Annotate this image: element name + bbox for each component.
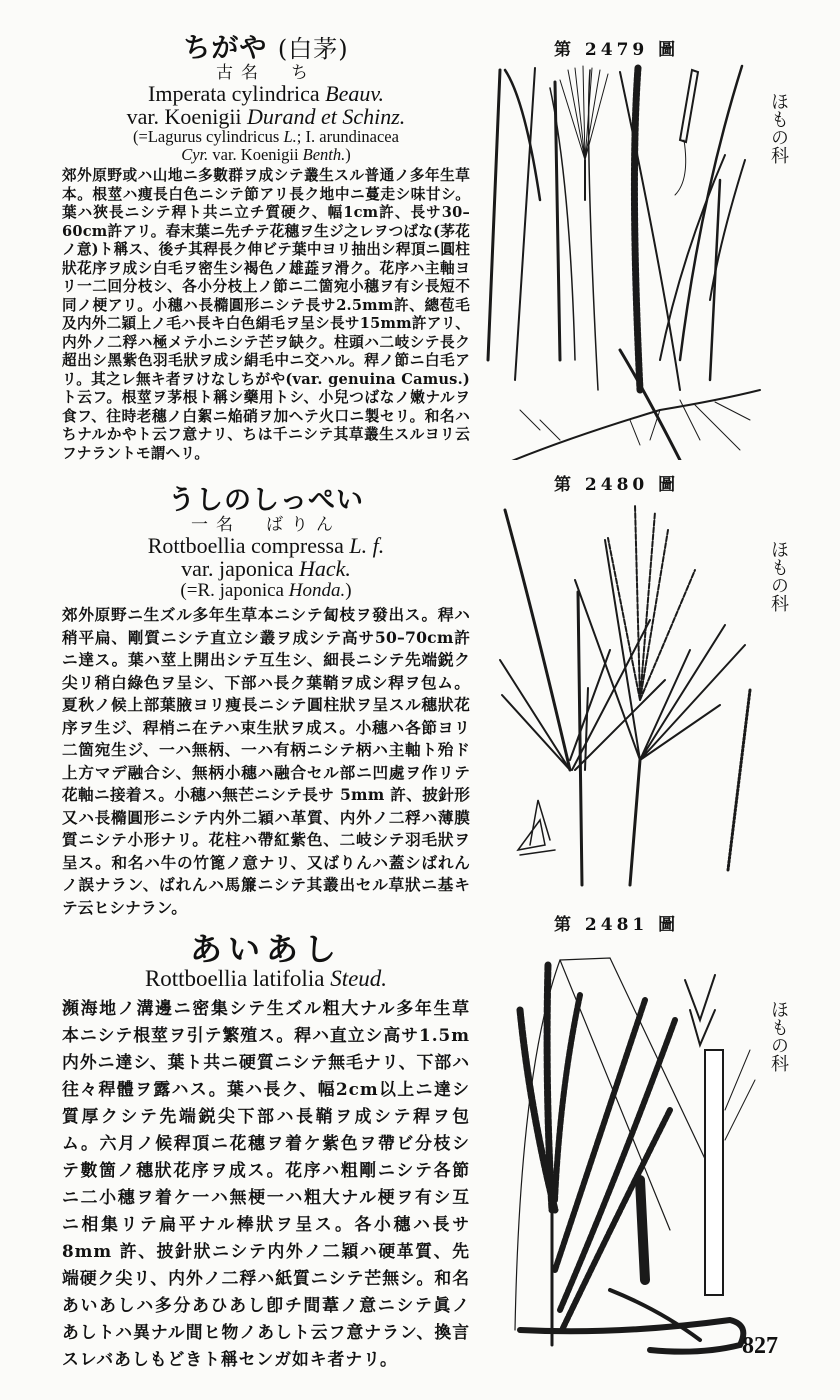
entry-aiashi <box>62 932 470 1373</box>
figure-label-2480: 第 2480 圖 <box>554 475 680 495</box>
author: L. <box>283 127 297 146</box>
synonym-text: (=Lagurus cylindricus <box>133 127 284 146</box>
illustration-imperata-cylindrica <box>480 60 770 460</box>
family-label: ほもの科 <box>768 540 789 612</box>
synonym <box>62 580 470 601</box>
description: 瀕海地ノ溝邊ニ密集シテ生ズル粗大ナル多年生草本ニシテ根莖ヲ引テ繁殖ス。稈ハ直立シ高サ1.5m内外ニ達シ、葉ト共ニ硬質ニシテ無毛ナリ、下部ハ往々稈體ヲ露ハス。葉ハ長ク、幅2cm以上ニ達シ質厚クシテ先端鋭尖下部ハ長鞘ヲ成シテ稈ヲ包ム。六月ノ候稈頂ニ花穗ヲ着ケ紫色ヲ帶ビ分枝シテ數箇ノ穗狀花序ヲ成ス。花序ハ粗剛ニシテ各節ニ二小穗ヲ着ケ一ハ無梗一ハ粗大ナル梗ヲ有シ互ニ相集リテ扁平ナル棒狀ヲ呈ス。各小穗ハ長サ 8mm 許、披針狀ニシテ内外ノ二穎ハ硬革質、先端硬ク尖リ、内外ノ二稃ハ紙質ニシテ芒無シ。和名あいあしハ多分あひあし卽チ間葦ノ意ニシテ眞ノあしトハ異ナル間ヒ物ノあしト云フ意ナラン、換言スレバあしもどきト稱センガ如キ者ナリ。 <box>62 998 470 1369</box>
figure-label-2479: 第 2479 圖 <box>554 40 680 60</box>
scientific-name-line-2 <box>62 105 470 128</box>
genus-species: Imperata cylindrica <box>148 81 320 106</box>
synonym-text: ; I. arundinacea <box>296 127 399 146</box>
scientific-name-line-1 <box>62 82 470 105</box>
scientific-name-line-1 <box>62 966 470 992</box>
variety: var. japonica <box>181 556 294 581</box>
synonym-line-1 <box>62 128 470 146</box>
illustration-rottboellia-compressa <box>490 500 760 890</box>
synonym-text: (=R. japonica <box>180 580 289 601</box>
title-kanji: (白茅) <box>277 35 349 63</box>
author: Durand et Schinz. <box>247 104 406 129</box>
scientific-name-line-2 <box>62 557 470 580</box>
genus-species: Rottboellia compressa <box>147 533 344 558</box>
title-kana: ちがや <box>183 33 268 64</box>
description: 郊外原野ニ生ズル多年生草本ニシテ匐枝ヲ發出ス。稈ハ稍平扁、剛質ニシテ直立シ叢ヲ成シテ高サ50–70cm許ニ達ス。葉ハ莖上開出シテ互生シ、細長ニシテ先端鋭ク尖リ稍白綠色ヲ呈シ、下部ハ長ク葉鞘ヲ成シ稈ヲ包ム。夏秋ノ候上部葉腋ヨリ痩長ニシテ圓柱狀ヲ呈スル穗狀花序ヲ生ジ、稈梢ニ在テハ束生狀ヲ成ス。小穗ハ各節ヨリ二箇宛生ジ、一ハ無柄、一ハ有柄ニシテ柄ハ主軸ト殆ド上方マデ融合シ、無柄小穗ハ融合セル部ニ凹處ヲ作リテ花軸ニ接着ス。小穗ハ無芒ニシテ長サ 5mm 許、披針形又ハ長橢圓形ニシテ内外二穎ハ革質、内外ノ二稃ハ薄膜質ニシテ小形ナリ。花柱ハ帶紅紫色、二岐シテ羽毛狀ヲ呈ス。和名ハ牛の竹篦ノ意ナリ、又ばりんハ蓋シばれんノ誤ナラン、ばれんハ馬簾ニシテ其叢出セル草狀ニ基キテ云ヒシナラン。 <box>62 605 470 917</box>
entry-ushinoshippei <box>62 486 470 919</box>
author: Beauv. <box>325 81 384 106</box>
author: Steud. <box>330 966 388 991</box>
alternate-name: 古名 ち <box>216 63 316 83</box>
entry-title <box>62 34 470 64</box>
figure-label-2481: 第 2481 圖 <box>554 915 680 935</box>
scientific-name-line-1 <box>62 534 470 557</box>
synonym-line-2 <box>62 146 470 164</box>
entry-chigaya <box>62 34 470 463</box>
synonym-text: var. Koenigii <box>208 145 303 164</box>
synonym-text: ) <box>345 145 351 164</box>
author: Honda. <box>288 580 346 601</box>
illustration-rottboellia-latifolia <box>500 950 760 1370</box>
entry-title: あいあし <box>189 930 342 968</box>
description: 郊外原野或ハ山地ニ多數群ヲ成シテ叢生スル普通ノ多年生草本。根莖ハ痩長白色ニシテ節アリ長ク地中ニ蔓走シ味甘シ。葉ハ狹長ニシテ稈ト共ニ立チ質硬ク、幅1cm許、長サ30–60cm許アリ。春末葉ニ先チテ花穗ヲ生ジ之レヲつばな(茅花ノ意)ト稱ス、後チ其稈長ク伸ビテ葉中ヨリ抽出シ稈頂ニ圓柱狀花序ヲ成シ白毛ヲ密生シ褐色ノ雄蕋ヲ滑ク。花序ハ主軸ヨリ一二回分枝シ、各小分枝上ノ節ニ二箇宛小穗ヲ有シ長短不同ノ梗アリ。小穗ハ長橢圓形ニシテ長サ2.5mm許、總苞毛及内外二穎上ノ毛ハ長キ白色絹毛ヲ呈シ長サ15mm許アリ、内外ノ二稃ハ極メテ小ニシテ芒ヲ缺ク。柱頭ハ二岐シテ長ク超出シ黑紫色羽毛狀ヲ成シ絹毛中ニ交ハル。稈ノ節ニ白毛アリ。其之レ無キ者ヲけなしちがや(var. genuina Camus.)ト云フ。根莖ヲ茅根ト稱シ藥用トシ、小兒つばなノ嫩ナルヲ食フ、往時老穗ノ白絮ニ焔硝ヲ加ヘテ火口ニ製セリ。和名ハちナルかやト云フ意ナリ、ちは千ニシテ其草叢生スルヨリ云フナラントモ謂ヘリ。 <box>62 167 470 462</box>
author: Cyr. <box>181 145 209 164</box>
family-label: ほもの科 <box>768 92 789 164</box>
author: L. f. <box>349 533 385 558</box>
author: Benth. <box>302 145 346 164</box>
synonym-text: ) <box>345 580 352 601</box>
variety: var. Koenigii <box>126 104 242 129</box>
entry-title: うしのしっぺい <box>168 485 364 516</box>
alternate-name: 一名 ばりん <box>191 515 341 535</box>
author: Hack. <box>298 556 351 581</box>
genus-species: Rottboellia latifolia <box>144 966 325 991</box>
family-label: ほもの科 <box>768 1000 789 1072</box>
page-number: 827 <box>742 1333 778 1359</box>
